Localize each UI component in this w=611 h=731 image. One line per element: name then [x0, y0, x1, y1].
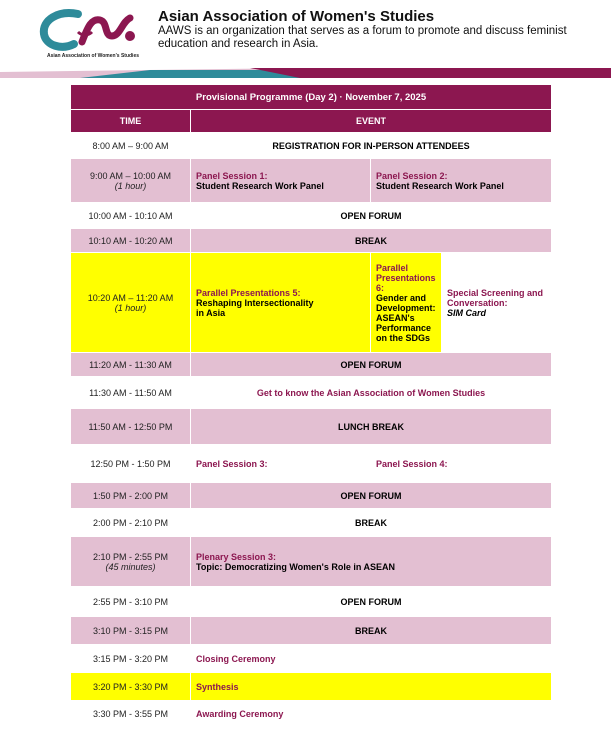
- table-row: [71, 159, 552, 203]
- org-name: Asian Association of Women's Studies: [158, 8, 435, 25]
- event-cell: Awarding Ceremony: [191, 701, 552, 727]
- session-cell: Panel Session 3:: [191, 445, 371, 483]
- table-row: [71, 377, 552, 409]
- table-row: [71, 537, 552, 587]
- org-description: AAWS is an organization that serves as a forum to promote and discuss feminist education and research in Asia.: [158, 25, 567, 50]
- table-row: [71, 353, 552, 377]
- table-header-row: [71, 110, 552, 133]
- col-time-header: TIME: [71, 110, 191, 133]
- table-title-row: [71, 85, 552, 110]
- logo-mark-icon: [38, 6, 148, 56]
- session-cell: [191, 159, 371, 203]
- event-cell: REGISTRATION FOR IN-PERSON ATTENDEES: [191, 133, 552, 159]
- event-cell: OPEN FORUM: [191, 353, 552, 377]
- session-title: Panel Session 1:: [196, 170, 268, 181]
- event-cell: Synthesis: [191, 673, 552, 701]
- time-text: 10:20 AM – 11:20 AM: [87, 292, 174, 303]
- time-cell: 8:00 AM – 9:00 AM: [71, 133, 191, 159]
- table-row: [71, 253, 552, 353]
- session-title: Special Screening and Conversation:: [447, 287, 544, 308]
- session-title: Plenary Session 3:: [196, 551, 277, 562]
- session-text: Student Research Work Panel: [196, 180, 324, 191]
- table-row: [71, 701, 552, 727]
- table-row: [71, 617, 552, 645]
- duration-text: (1 hour): [114, 180, 147, 191]
- session-title: Parallel Presentations 5:: [196, 287, 301, 298]
- event-cell: Closing Ceremony: [191, 645, 552, 673]
- programme-table: [70, 84, 552, 727]
- session-cell: [371, 253, 442, 353]
- table-row: [71, 203, 552, 229]
- aaws-logo: [38, 6, 148, 62]
- duration-text: (1 hour): [114, 302, 147, 313]
- time-cell: 3:20 PM - 3:30 PM: [71, 673, 191, 701]
- time-cell: 11:30 AM - 11:50 AM: [71, 377, 191, 409]
- event-cell: OPEN FORUM: [191, 203, 552, 229]
- event-cell: BREAK: [191, 617, 552, 645]
- session-cell: [371, 159, 552, 203]
- time-cell: 11:50 AM - 12:50 PM: [71, 409, 191, 445]
- time-cell: 2:00 PM - 2:10 PM: [71, 509, 191, 537]
- table-row: [71, 509, 552, 537]
- session-cell: Panel Session 4:: [371, 445, 552, 483]
- session-text: Gender and Development: ASEAN's Performance on the SDGs: [376, 292, 436, 343]
- time-text: 9:00 AM – 10:00 AM: [89, 170, 172, 181]
- time-cell: [71, 253, 191, 353]
- time-cell: 11:20 AM - 11:30 AM: [71, 353, 191, 377]
- event-cell: LUNCH BREAK: [191, 409, 552, 445]
- time-cell: [71, 537, 191, 587]
- event-cell: OPEN FORUM: [191, 587, 552, 617]
- session-cell: [191, 253, 371, 353]
- session-text: Student Research Work Panel: [376, 180, 504, 191]
- time-text: 2:10 PM - 2:55 PM: [92, 551, 169, 562]
- time-cell: 3:30 PM - 3:55 PM: [71, 701, 191, 727]
- table-title: Provisional Programme (Day 2) · November 7, 2025: [71, 85, 552, 110]
- session-text: SIM Card: [447, 307, 487, 318]
- session-cell: [191, 537, 552, 587]
- event-cell: OPEN FORUM: [191, 483, 552, 509]
- session-text: Topic: Democratizing Women's Role in ASEAN: [196, 561, 395, 572]
- table-row: [71, 445, 552, 483]
- time-cell: [71, 159, 191, 203]
- logo-caption: Asian Association of Women's Studies: [46, 53, 140, 59]
- table-row: [71, 133, 552, 159]
- session-text: Reshaping Intersectionality in Asia: [196, 297, 314, 318]
- time-cell: 12:50 PM - 1:50 PM: [71, 445, 191, 483]
- time-cell: 3:15 PM - 3:20 PM: [71, 645, 191, 673]
- duration-text: (45 minutes): [105, 561, 156, 572]
- table-row: [71, 645, 552, 673]
- session-title: Parallel Presentations 6:: [376, 262, 436, 293]
- table-row: [71, 483, 552, 509]
- event-cell: BREAK: [191, 509, 552, 537]
- time-cell: 1:50 PM - 2:00 PM: [71, 483, 191, 509]
- time-cell: 3:10 PM - 3:15 PM: [71, 617, 191, 645]
- table-row: [71, 229, 552, 253]
- header-stripe: [0, 68, 611, 78]
- time-cell: 10:00 AM - 10:10 AM: [71, 203, 191, 229]
- col-event-header: EVENT: [191, 110, 552, 133]
- header: [0, 0, 611, 80]
- session-title: Panel Session 2:: [376, 170, 448, 181]
- event-cell: Get to know the Asian Association of Women Studies: [191, 377, 552, 409]
- table-row: [71, 587, 552, 617]
- table-row: [71, 673, 552, 701]
- event-cell: BREAK: [191, 229, 552, 253]
- table-row: [71, 409, 552, 445]
- time-cell: 2:55 PM - 3:10 PM: [71, 587, 191, 617]
- time-cell: 10:10 AM - 10:20 AM: [71, 229, 191, 253]
- session-cell: [442, 253, 552, 353]
